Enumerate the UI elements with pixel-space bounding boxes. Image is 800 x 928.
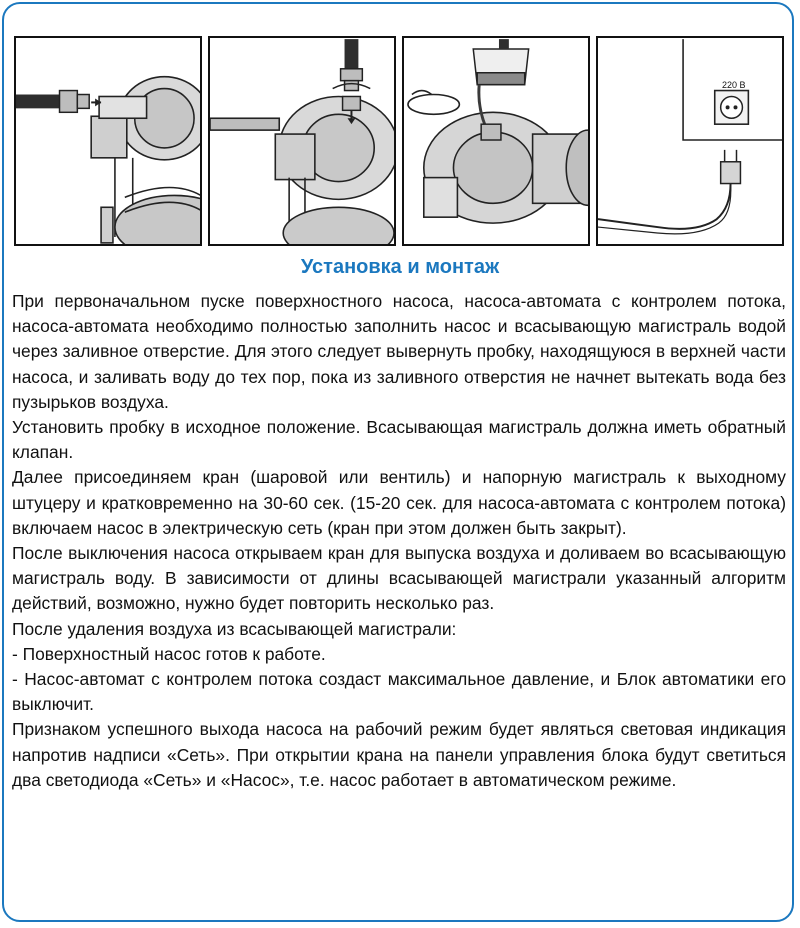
illustration-power-socket xyxy=(596,36,784,246)
paragraph-after-air: После удаления воздуха из всасывающей магистрали: xyxy=(12,618,457,639)
body-text xyxy=(12,289,786,793)
pump-inlet-drawing xyxy=(16,38,200,244)
paragraph-filling: При первоначальном пуске поверхностного насоса, насоса-автомата с контролем потока, насоса-автомата необходимо полностью заполнить насос и всасывающую магистраль водой через заливное отверстие. Для этого следует вывернуть пробку, находящуюся в верхней части насоса, и заливать воду до тех пор, пока из заливного отверстия не начнет вытекать вода без пузырьков воздуха. xyxy=(12,291,786,412)
pouring-water-drawing xyxy=(404,38,588,244)
socket-voltage-label: 220 В xyxy=(722,80,746,90)
power-socket-drawing xyxy=(598,38,782,244)
list-item-auto-pump: - Насос-автомат с контролем потока создаст максимальное давление, и Блок автоматики его выключит. xyxy=(12,669,786,715)
illustration-row xyxy=(14,36,784,246)
paragraph-air-release: После выключения насоса открываем кран для выпуска воздуха и доливаем во всасывающую магистраль воду. В зависимости от длины всасывающей магистрали указанный алгоритм действий, возможно, нужно будет повторить несколько раз. xyxy=(12,543,786,614)
illustration-pump-inlet xyxy=(14,36,202,246)
illustration-pouring-water xyxy=(402,36,590,246)
list-item-surface-pump: - Поверхностный насос готов к работе. xyxy=(12,643,326,664)
paragraph-plug: Установить пробку в исходное положение. Всасывающая магистраль должна иметь обратный клапан. xyxy=(12,417,786,463)
section-title: Установка и монтаж xyxy=(300,256,500,278)
paragraph-indication: Признаком успешного выхода насоса на рабочий режим будет являться световая индикация напротив надписи «Сеть». При открытии крана на панели управления блока будут светиться два светодиода «Сеть» и «Насос», т.е. насос работает в автоматическом режиме. xyxy=(12,719,786,790)
filling-plug-drawing xyxy=(210,38,394,244)
paragraph-connect: Далее присоединяем кран (шаровой или вентиль) и напорную магистраль к выходному штуцеру и кратковременно на 30-60 сек. (15-20 сек. для насоса-автомата с контролем потока) включаем насос в электрическую сеть (кран при этом должен быть закрыт). xyxy=(12,467,786,538)
illustration-filling-plug xyxy=(208,36,396,246)
